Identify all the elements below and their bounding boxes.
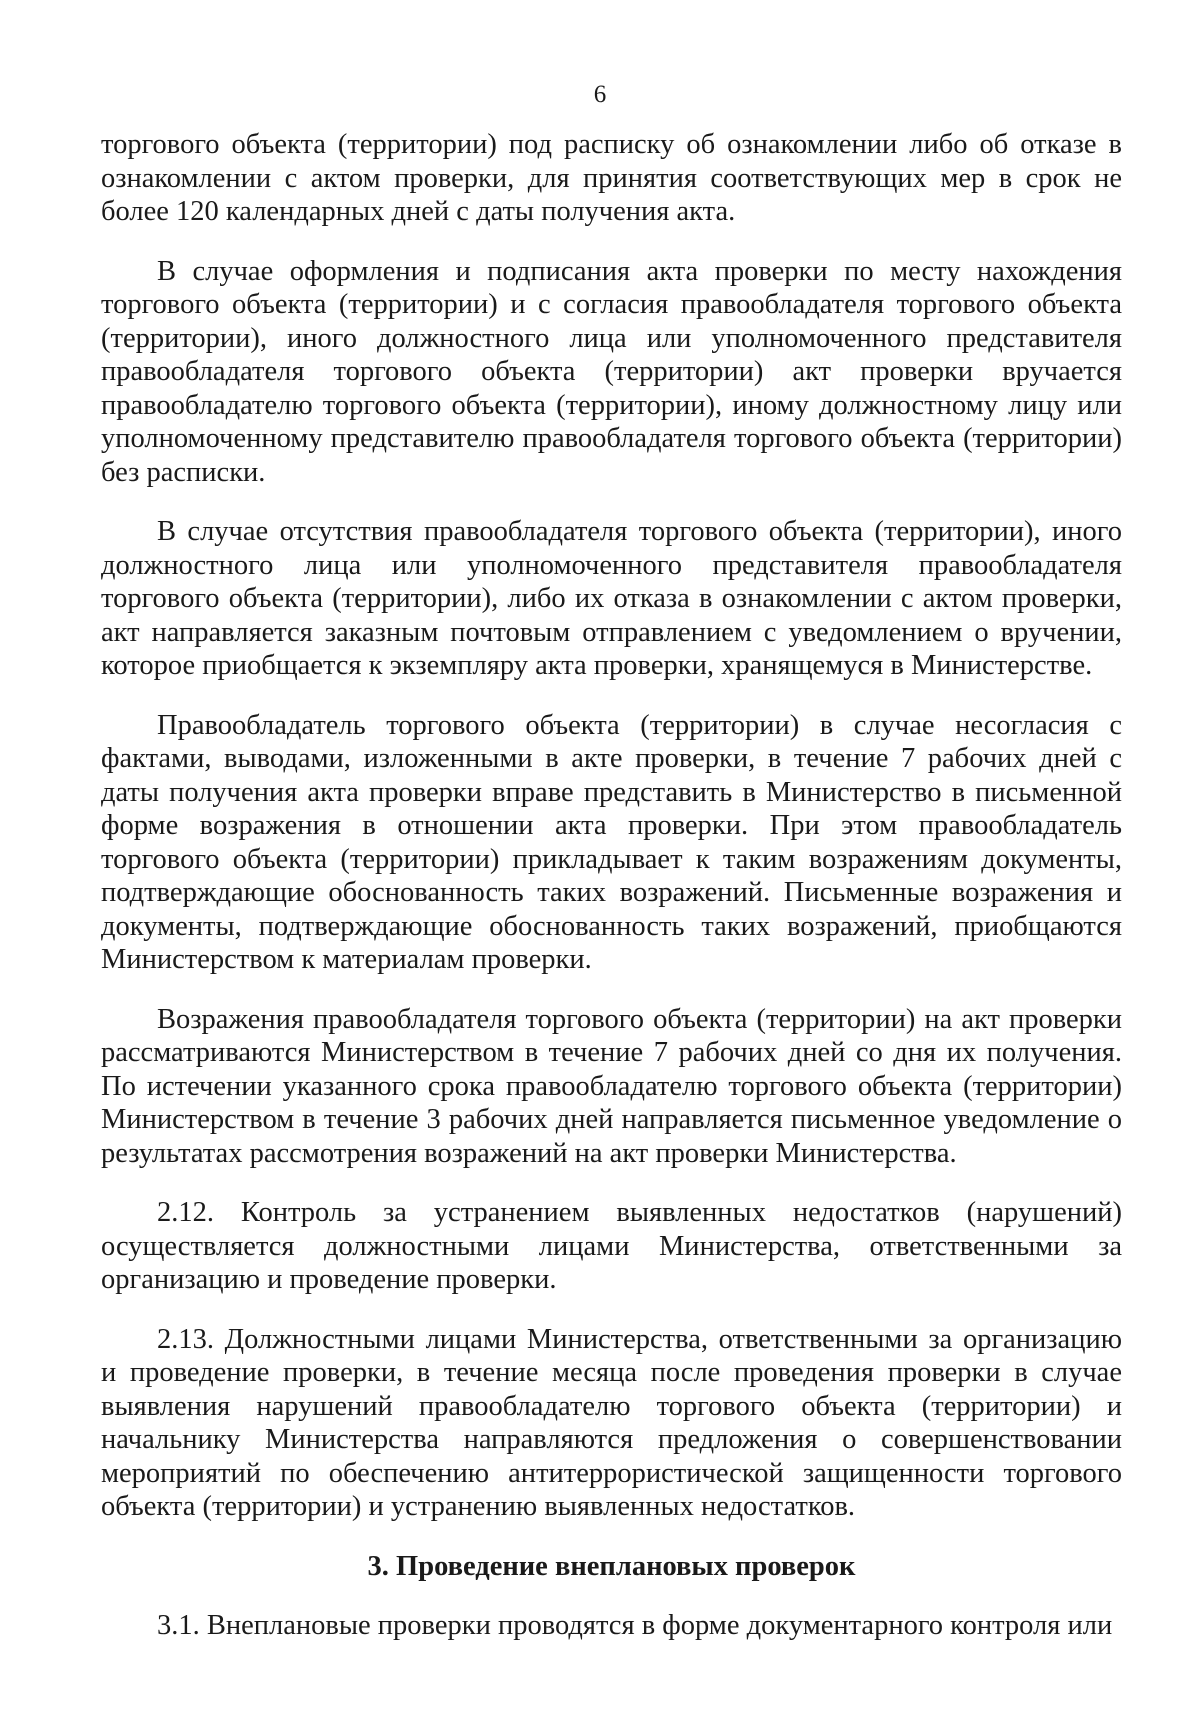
paragraph-act-mailing: В случае отсутствия правообладателя торгового объекта (территории), иного должностного лица или уполномоченного представителя правообладателя торгового объекта (территории), либо их отказа в ознакомлении с актом проверки, акт направляется заказным почтовым отправлением с уведомлением о вручении, которое приобщается к экземпляру акта проверки, хранящемуся в Министерстве.	[101, 516, 1122, 681]
paragraph-continuation: торгового объекта (территории) под расписку об ознакомлении либо об отказе в ознакомлении с актом проверки, для принятия соответствующих мер в срок не более 120 календарных дней с даты получения акта.	[101, 129, 1122, 227]
document-body	[101, 128, 1122, 1669]
paragraph-objections: Правообладатель торгового объекта (территории) в случае несогласия с фактами, выводами, изложенными в акте проверки, в течение 7 рабочих дней с даты получения акта проверки вправе представить в Министерство в письменной форме возражения в отношении акта проверки. При этом правообладатель торгового объекта (территории) прикладывает к таким возражениям документы, подтверждающие обоснованность таких возражений. Письменные возражения и документы, подтверждающие обоснованность таких возражений, приобщаются Министерством к материалам проверки.	[101, 709, 1122, 975]
paragraph-act-delivery: В случае оформления и подписания акта проверки по месту нахождения торгового объекта (территории) и с согласия правообладателя торгового объекта (территории), иного должностного лица или уполномоченного представителя правообладателя торгового объекта (территории) акт проверки вручается правообладателю торгового объекта (территории), иному должностному лицу или уполномоченному представителю правообладателя торгового объекта (территории) без расписки.	[101, 255, 1122, 488]
page-number: 6	[593, 81, 607, 108]
paragraph-2-13: 2.13. Должностными лицами Министерства, ответственными за организацию и проведение проверки, в течение месяца после проведения проверки в случае выявления нарушений правообладателю торгового объекта (территории) и начальнику Министерства направляются предложения о совершенствовании мероприятий по обеспечению антитеррористической защищенности торгового объекта (территории) и устранению выявленных недостатков.	[101, 1323, 1122, 1522]
section-heading: 3. Проведение внеплановых проверок	[367, 1550, 856, 1582]
paragraph-2-12: 2.12. Контроль за устранением выявленных недостатков (нарушений) осуществляется должностными лицами Министерства, ответственными за организацию и проведение проверки.	[101, 1197, 1122, 1295]
paragraph-objection-review: Возражения правообладателя торгового объекта (территории) на акт проверки рассматриваются Министерством в течение 7 рабочих дней со дня их получения. По истечении указанного срока правообладателю торгового объекта (территории) Министерством в течение 3 рабочих дней направляется письменное уведомление о результатах рассмотрения возражений на акт проверки Министерства.	[101, 1003, 1122, 1169]
paragraph-3-1: 3.1. Внеплановые проверки проводятся в форме документарного контроля или	[157, 1610, 1113, 1641]
